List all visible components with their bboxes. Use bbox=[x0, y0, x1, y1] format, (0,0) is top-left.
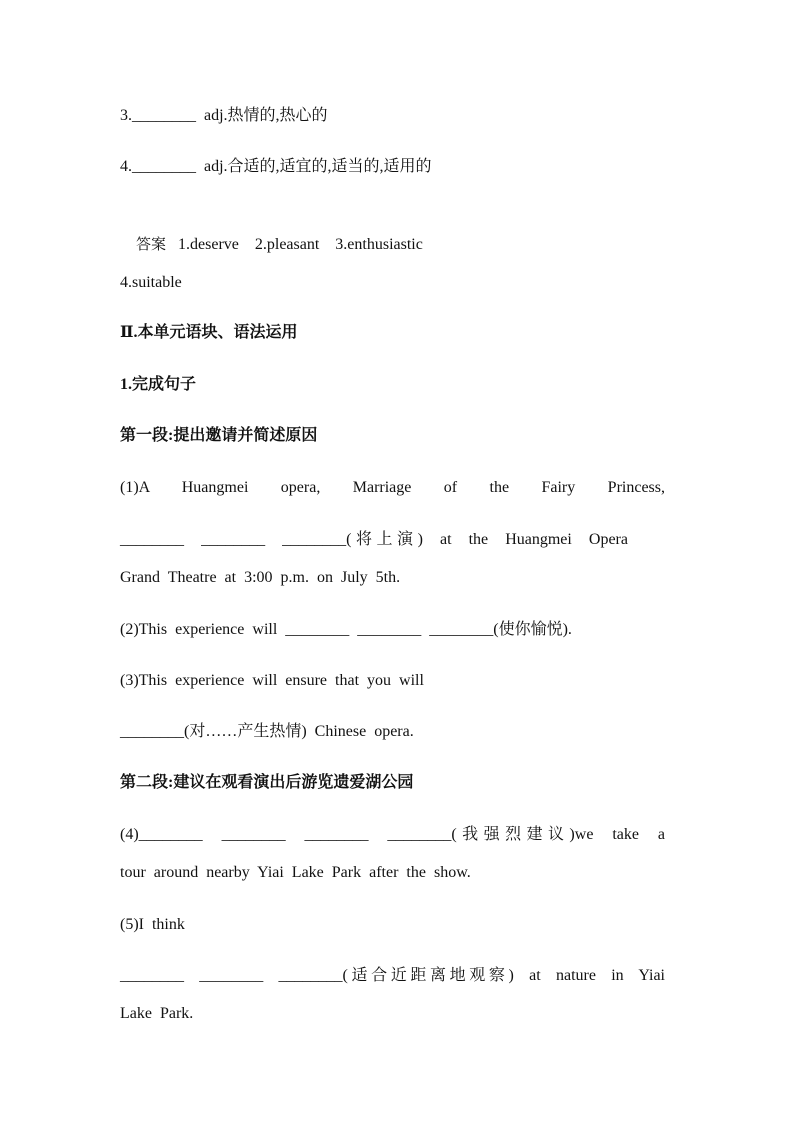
paragraph2-heading: 第二段:建议在观看演出后游览遗爱湖公园 bbox=[120, 774, 414, 791]
paragraph1-heading: 第一段:提出邀请并简述原因 bbox=[120, 427, 318, 444]
answer-label: 答案 bbox=[136, 235, 167, 253]
question1-line1: (1)A Huangmei opera, Marriage of the Fairy Princess, bbox=[120, 479, 665, 496]
vocab-item-3: 3.________ adj.热情的,热心的 bbox=[120, 107, 328, 124]
subsection-heading: 1.完成句子 bbox=[120, 376, 197, 393]
question5-line2: ________ ________ ________(适合近距离地观察) at nature in Yiai bbox=[120, 967, 665, 984]
question3-line2: ________(对……产生热情) Chinese opera. bbox=[120, 723, 414, 740]
question5-line1: (5)I think bbox=[120, 916, 185, 933]
vocab-item-4: 4.________ adj.合适的,适宜的,适当的,适用的 bbox=[120, 158, 432, 175]
question4-line1: (4)________ ________ ________ ________(我强烈建议)we take a bbox=[120, 826, 665, 843]
section-heading: Ⅱ.本单元语块、语法运用 bbox=[120, 324, 298, 341]
answer-row bbox=[120, 214, 423, 275]
question3-line1: (3)This experience will ensure that you will bbox=[120, 672, 424, 689]
answer-text-line1: 1.deserve 2.pleasant 3.enthusiastic bbox=[178, 236, 423, 253]
question1-line2: ________ ________ ________(将上演) at the Huangmei Opera bbox=[120, 531, 628, 548]
question2-line1: (2)This experience will ________ ________ ________(使你愉悦). bbox=[120, 621, 572, 638]
answer-text-line2: 4.suitable bbox=[120, 274, 182, 291]
question4-line2: tour around nearby Yiai Lake Park after the show. bbox=[120, 864, 471, 881]
question1-line3: Grand Theatre at 3:00 p.m. on July 5th. bbox=[120, 569, 401, 586]
question5-line3: Lake Park. bbox=[120, 1005, 194, 1022]
